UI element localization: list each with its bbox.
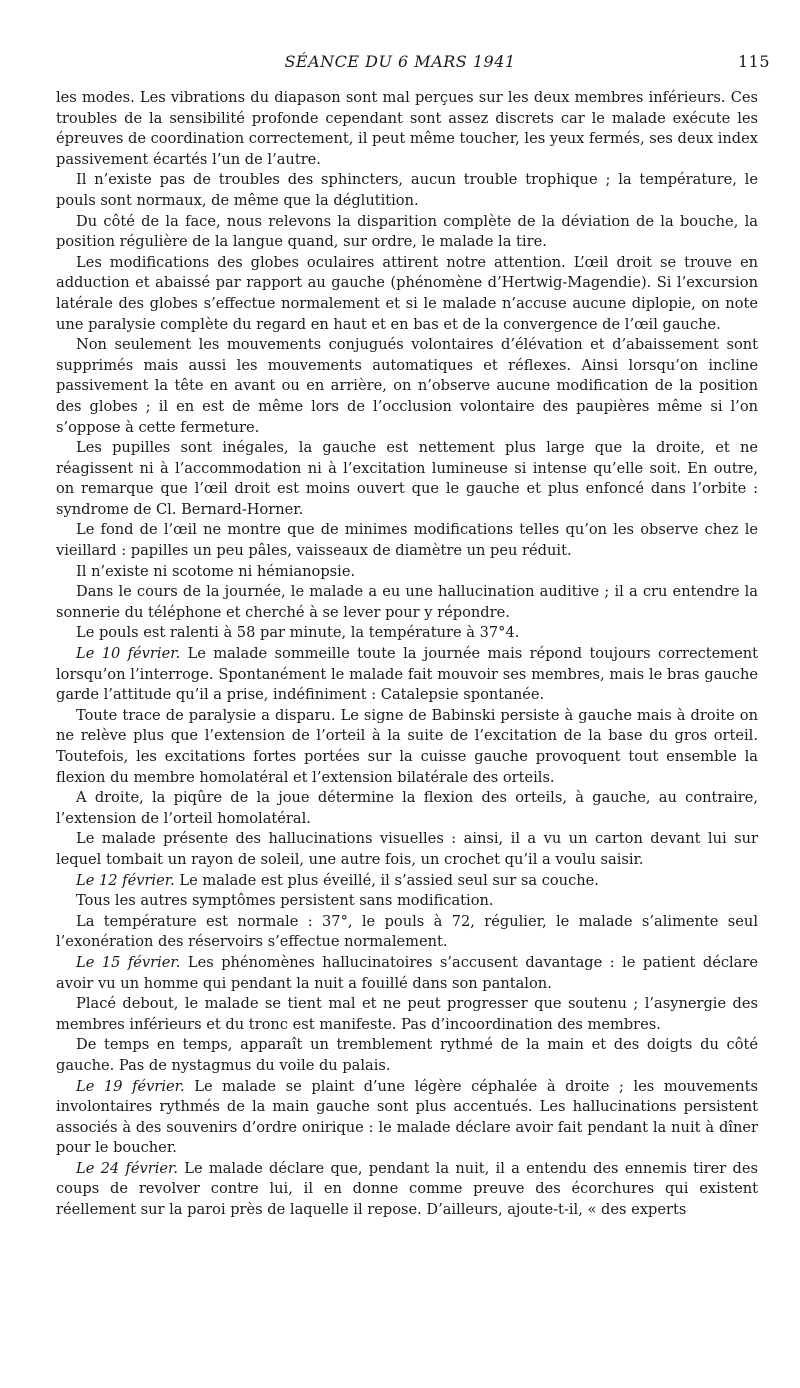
body-text — [56, 88, 758, 1221]
paragraph — [56, 562, 758, 583]
paragraph — [56, 253, 758, 335]
paragraph — [56, 788, 758, 829]
paragraph — [56, 212, 758, 253]
running-title: SÉANCE DU 6 MARS 1941 — [284, 52, 516, 71]
paragraph — [56, 1159, 758, 1221]
date-lead: Le 12 février. — [76, 871, 175, 889]
paragraph-text: Le malade déclare que, pendant la nuit, il a entendu des ennemis tirer des coups de revolver contre lui, il en donne comme preuve des écorchures qui existent réellement sur la paroi près de laquelle il repose. D’ailleurs, ajoute-t-il, « des experts — [56, 1159, 759, 1219]
paragraph — [56, 829, 758, 870]
paragraph — [56, 623, 758, 644]
paragraph-text: Le pouls est ralenti à 58 par minute, la température à 37°4. — [76, 624, 520, 642]
paragraph — [56, 520, 758, 561]
paragraph — [56, 88, 758, 170]
paragraph — [56, 1035, 758, 1076]
paragraph — [56, 1077, 758, 1159]
page-number: 115 — [737, 52, 770, 71]
paragraph-text: Placé debout, le malade se tient mal et ne peut progresser que soutenu ; l’asynergie des membres inférieurs et du tronc est manifeste. Pas d’incoordination des membres. — [56, 995, 758, 1033]
paragraph-text: Il n’existe ni scotome ni hémianopsie. — [76, 562, 356, 580]
date-lead: Le 15 février. — [76, 953, 181, 971]
paragraph-text: Les pupilles sont inégales, la gauche est nettement plus large que la droite, et ne réagissent ni à l’accommodation ni à l’excitation lumineuse si intense qu’elle soit. En outre, on remarque que l’œil droit est moins ouvert que le gauche et plus enfoncé dans l’orbite : syndrome de Cl. Bernard-Horner. — [56, 439, 758, 518]
paragraph-text: Tous les autres symptômes persistent sans modification. — [76, 892, 494, 910]
paragraph — [56, 994, 758, 1035]
paragraph-text: Non seulement les mouvements conjugués volontaires d’élévation et d’abaissement sont supprimés mais aussi les mouvements automatiques et réflexes. Ainsi lorsqu’on incline passivement la tête en avant ou en arrière, on n’observe aucune modification de la position des globes ; il en est de même lors de l’occlusion volontaire des paupières même si l’on s’oppose à cette fermeture. — [56, 336, 758, 436]
paragraph-text: Du côté de la face, nous relevons la disparition complète de la déviation de la bouche, la position régulière de la langue quand, sur ordre, le malade la tire. — [56, 212, 758, 251]
date-lead: Le 24 février. — [76, 1159, 179, 1177]
paragraph — [56, 335, 758, 438]
paragraph — [56, 871, 758, 892]
paragraph-text: Les phénomènes hallucinatoires s’accusent davantage : le patient déclare avoir vu un homme qui pendant la nuit a fouillé dans son pantalon. — [56, 953, 758, 992]
paragraph-text: Les modifications des globes oculaires attirent notre attention. L’œil droit se trouve en adduction et abaissé par rapport au gauche (phénomène d’Hertwig-Magendie). Si l’excursion latérale des globes s’effectue normalement et si le malade n’accuse aucune diplopie, on note une paralysie complète du regard en haut et en bas et de la convergence de l’œil gauche. — [56, 253, 758, 333]
paragraph — [56, 953, 758, 994]
paragraph-text: La température est normale : 37°, le pouls à 72, régulier, le malade s’alimente seul l’exonération des réservoirs s’effectue normalement. — [56, 912, 758, 951]
paragraph-text: Le malade est plus éveillé, il s’assied seul sur sa couche. — [179, 871, 599, 889]
paragraph — [56, 912, 758, 953]
paragraph-text: De temps en temps, apparaît un tremblement rythmé de la main et des doigts du côté gauche. Pas de nystagmus du voile du palais. — [56, 1036, 758, 1074]
paragraph-text: Le malade présente des hallucinations visuelles : ainsi, il a vu un carton devant lui sur lequel tombait un rayon de soleil, une autre fois, un crochet qu’il a voulu saisir. — [56, 830, 758, 868]
paragraph-text: Dans le cours de la journée, le malade a eu une hallucination auditive ; il a cru entendre la sonnerie du téléphone et cherché à se lever pour y répondre. — [56, 583, 758, 621]
paragraph — [56, 891, 758, 912]
paragraph-text: Le malade se plaint d’une légère céphalée à droite ; les mouvements involontaires rythmés de la main gauche sont plus accentués. Les hallucinations persistent associés à des souvenirs d’ordre onirique : le malade déclare avoir fait pendant la nuit à dîner pour le boucher. — [56, 1077, 759, 1157]
date-lead: Le 19 février. — [76, 1077, 185, 1095]
paragraph — [56, 706, 758, 788]
paragraph-text: Le malade sommeille toute la journée mais répond toujours correctement lorsqu’on l’interroge. Spontanément le malade fait mouvoir ses membres, mais le bras gauche garde l’attitude qu’il a prise, indéfiniment : Catalepsie spontanée. — [56, 645, 759, 704]
paragraph-text: Toute trace de paralysie a disparu. Le signe de Babinski persiste à gauche mais à droite on ne relève plus que l’extension de l’orteil à la suite de l’excitation de la base du gros orteil. Toutefois, les excitations fortes portées sur la cuisse gauche provoquent tout ensemble la flexion du membre homolatéral et l’extension bilatérale des orteils. — [56, 706, 758, 786]
paragraph — [56, 644, 758, 706]
paragraph-text: les modes. Les vibrations du diapason sont mal perçues sur les deux membres inférieurs. Ces troubles de la sensibilité profonde cependant sont assez discrets car le malade exécute les épreuves de coordination correctement, il peut même toucher, les yeux fermés, ses deux index passivement écartés l’un de l’autre. — [56, 89, 759, 168]
paragraph-text: Le fond de l’œil ne montre que de minimes modifications telles qu’on les observe chez le vieillard : papilles un peu pâles, vaisseaux de diamètre un peu réduit. — [56, 521, 758, 560]
page-header — [0, 52, 800, 76]
paragraph — [56, 170, 758, 211]
paragraph-text: A droite, la piqûre de la joue détermine la flexion des orteils, à gauche, au contraire, l’extension de l’orteil homolatéral. — [56, 789, 758, 827]
paragraph — [56, 438, 758, 520]
date-lead: Le 10 février. — [76, 645, 181, 663]
paragraph — [56, 582, 758, 623]
paragraph-text: Il n’existe pas de troubles des sphincters, aucun trouble trophique ; la température, le pouls sont normaux, de même que la déglutition. — [56, 171, 758, 209]
